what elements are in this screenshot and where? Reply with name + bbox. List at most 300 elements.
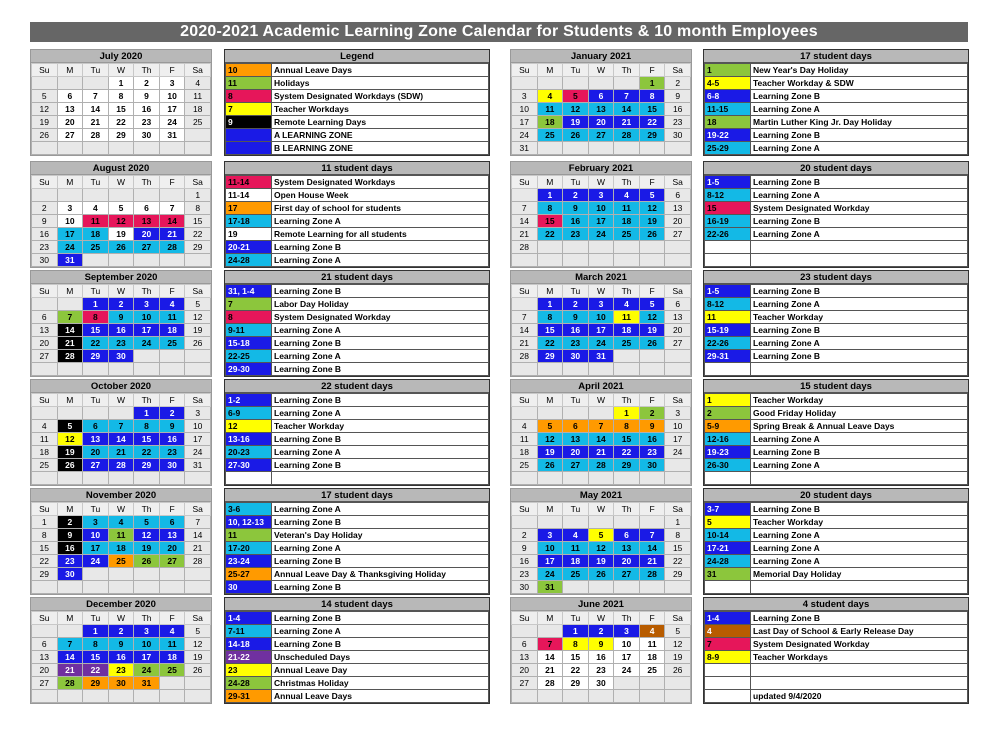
day-cell: 26: [57, 459, 83, 472]
day-cell: [134, 363, 160, 376]
day-cell: [537, 142, 563, 155]
day-cell: 19: [588, 555, 614, 568]
month-calendar-june-2021: [510, 597, 692, 704]
legend-dates: 17-20: [226, 542, 272, 555]
month-calendar-april-2021: [510, 379, 692, 486]
day-cell: [588, 241, 614, 254]
day-cell: [32, 581, 58, 594]
day-cell: 1: [537, 298, 563, 311]
day-cell: [563, 77, 589, 90]
legend-dates: 14-18: [226, 638, 272, 651]
day-cell: 6: [134, 202, 160, 215]
legend-dates: 22-26: [705, 228, 751, 241]
day-cell: [563, 472, 589, 485]
month-legend: [703, 161, 969, 268]
day-cell: 5: [639, 298, 665, 311]
legend-description: [272, 472, 489, 485]
legend-dates: 11-15: [705, 103, 751, 116]
day-cell: 15: [537, 215, 563, 228]
weekday-header: Su: [512, 503, 538, 516]
day-cell: [108, 690, 134, 703]
legend-dates: 9-11: [226, 324, 272, 337]
weekday-header: Th: [134, 285, 160, 298]
day-cell: [185, 690, 211, 703]
day-cell: [512, 516, 538, 529]
legend-description: Learning Zone A: [272, 542, 489, 555]
day-cell: 28: [108, 459, 134, 472]
legend-description: Learning Zone A: [272, 407, 489, 420]
day-cell: 11: [185, 90, 211, 103]
legend-description: New Year's Day Holiday: [751, 64, 968, 77]
day-cell: [185, 350, 211, 363]
legend-dates: [705, 472, 751, 485]
day-cell: 2: [134, 77, 160, 90]
day-cell: 22: [185, 228, 211, 241]
day-cell: 25: [32, 459, 58, 472]
month-legend: [703, 379, 969, 486]
day-cell: 27: [83, 459, 109, 472]
legend-title: 23 student days: [704, 271, 968, 284]
day-cell: [83, 690, 109, 703]
day-cell: [108, 189, 134, 202]
day-cell: 27: [512, 677, 538, 690]
day-cell: 7: [108, 420, 134, 433]
month-legend: [703, 49, 969, 156]
day-cell: 4: [32, 420, 58, 433]
day-cell: 1: [639, 77, 665, 90]
weekday-header: Tu: [83, 612, 109, 625]
day-cell: 11: [83, 215, 109, 228]
weekday-header: Tu: [563, 176, 589, 189]
day-cell: 29: [639, 129, 665, 142]
day-cell: 30: [159, 459, 185, 472]
day-cell: [159, 363, 185, 376]
day-cell: 6: [588, 90, 614, 103]
legend-title: 15 student days: [704, 380, 968, 393]
day-cell: 15: [83, 651, 109, 664]
day-cell: 12: [639, 311, 665, 324]
day-cell: [665, 363, 691, 376]
day-cell: 23: [32, 241, 58, 254]
day-cell: [83, 142, 109, 155]
day-cell: [665, 254, 691, 267]
month-name: July 2020: [31, 50, 211, 63]
legend-description: Good Friday Holiday: [751, 407, 968, 420]
day-cell: 10: [537, 542, 563, 555]
day-cell: 31: [134, 677, 160, 690]
day-cell: [32, 77, 58, 90]
day-cell: 14: [185, 529, 211, 542]
legend-dates: 11-14: [226, 176, 272, 189]
day-cell: [108, 142, 134, 155]
legend-dates: 22-26: [705, 337, 751, 350]
legend-dates: [226, 129, 272, 142]
day-cell: 23: [588, 664, 614, 677]
day-cell: 10: [159, 90, 185, 103]
legend-description: Learning Zone A: [751, 555, 968, 568]
legend-dates: 24-28: [226, 677, 272, 690]
legend-dates: 8: [226, 311, 272, 324]
weekday-header: F: [159, 612, 185, 625]
legend-dates: 8-12: [705, 298, 751, 311]
day-cell: [159, 254, 185, 267]
day-cell: 16: [639, 433, 665, 446]
legend-description: Labor Day Holiday: [272, 298, 489, 311]
month-legend: [224, 161, 490, 268]
day-cell: [537, 625, 563, 638]
day-cell: [134, 350, 160, 363]
day-cell: [134, 581, 160, 594]
day-cell: [563, 142, 589, 155]
day-cell: [57, 363, 83, 376]
day-cell: 21: [57, 337, 83, 350]
legend-dates: 24-28: [226, 254, 272, 267]
day-cell: 18: [563, 555, 589, 568]
day-cell: [588, 472, 614, 485]
day-cell: 24: [83, 555, 109, 568]
weekday-header: W: [108, 503, 134, 516]
day-cell: 11: [537, 103, 563, 116]
day-cell: 22: [537, 228, 563, 241]
day-cell: 29: [32, 568, 58, 581]
day-cell: 23: [159, 446, 185, 459]
weekday-header: F: [159, 394, 185, 407]
day-cell: 1: [614, 407, 640, 420]
day-cell: [159, 568, 185, 581]
day-cell: [108, 407, 134, 420]
legend-description: Learning Zone B: [272, 555, 489, 568]
day-cell: [32, 298, 58, 311]
day-cell: [159, 472, 185, 485]
legend-dates: 30: [226, 581, 272, 594]
day-cell: 5: [32, 90, 58, 103]
day-cell: 21: [512, 228, 538, 241]
day-cell: 13: [32, 651, 58, 664]
legend-description: Learning Zone A: [272, 254, 489, 267]
day-cell: 12: [185, 311, 211, 324]
day-cell: 9: [512, 542, 538, 555]
day-cell: [159, 189, 185, 202]
day-cell: 2: [588, 625, 614, 638]
day-cell: 18: [614, 215, 640, 228]
day-cell: [614, 254, 640, 267]
day-cell: [614, 142, 640, 155]
legend-description: Learning Zone A: [272, 625, 489, 638]
weekday-header: F: [159, 503, 185, 516]
day-cell: 28: [537, 677, 563, 690]
legend-description: Learning Zone A: [751, 337, 968, 350]
day-cell: 5: [108, 202, 134, 215]
legend-description: Learning Zone A: [751, 433, 968, 446]
legend-dates: 1-4: [226, 612, 272, 625]
legend-dates: 11: [226, 77, 272, 90]
legend-dates: 23: [226, 664, 272, 677]
day-cell: [159, 690, 185, 703]
legend-title: Legend: [225, 50, 489, 63]
day-cell: 15: [665, 542, 691, 555]
weekday-header: Tu: [83, 394, 109, 407]
legend-description: First day of school for students: [272, 202, 489, 215]
month-calendar-may-2021: [510, 488, 692, 595]
day-cell: 2: [512, 529, 538, 542]
legend-dates: 6-8: [705, 90, 751, 103]
weekday-header: Th: [614, 394, 640, 407]
day-cell: 19: [32, 116, 58, 129]
day-cell: 25: [185, 116, 211, 129]
day-cell: [83, 77, 109, 90]
legend-description: [751, 472, 968, 485]
legend-description: updated 9/4/2020: [751, 690, 968, 703]
day-cell: 29: [134, 459, 160, 472]
day-cell: 9: [57, 529, 83, 542]
day-cell: 9: [32, 215, 58, 228]
weekday-header: F: [639, 285, 665, 298]
day-cell: [665, 472, 691, 485]
month-legend: [703, 597, 969, 704]
day-cell: 21: [614, 116, 640, 129]
weekday-header: W: [108, 64, 134, 77]
legend-dates: 8-12: [705, 189, 751, 202]
legend-description: Learning Zone B: [272, 612, 489, 625]
day-cell: 24: [614, 664, 640, 677]
day-cell: 1: [665, 516, 691, 529]
day-cell: 12: [108, 215, 134, 228]
weekday-header: Tu: [563, 612, 589, 625]
day-cell: 6: [83, 420, 109, 433]
legend-description: Learning Zone B: [272, 516, 489, 529]
day-cell: 26: [665, 664, 691, 677]
day-cell: 29: [108, 129, 134, 142]
legend-description: Learning Zone B: [272, 638, 489, 651]
day-cell: 4: [614, 298, 640, 311]
day-cell: 14: [57, 651, 83, 664]
day-cell: [57, 690, 83, 703]
day-cell: 28: [614, 129, 640, 142]
day-cell: 25: [512, 459, 538, 472]
day-cell: [108, 568, 134, 581]
day-cell: 28: [57, 350, 83, 363]
day-cell: 10: [665, 420, 691, 433]
month-legend: [224, 379, 490, 486]
day-cell: 15: [614, 433, 640, 446]
month-calendar-december-2020: [30, 597, 212, 704]
legend-description: Learning Zone A: [751, 459, 968, 472]
day-cell: [665, 241, 691, 254]
day-cell: 13: [588, 103, 614, 116]
day-cell: 30: [134, 129, 160, 142]
legend-dates: 19-23: [705, 446, 751, 459]
day-cell: 20: [32, 664, 58, 677]
day-cell: [588, 581, 614, 594]
legend-description: [751, 581, 968, 594]
legend-dates: [705, 241, 751, 254]
day-cell: 29: [614, 459, 640, 472]
day-cell: 7: [614, 90, 640, 103]
day-cell: 31: [185, 459, 211, 472]
day-cell: [563, 407, 589, 420]
legend-dates: 7: [226, 103, 272, 116]
weekday-header: F: [639, 64, 665, 77]
month-name: September 2020: [31, 271, 211, 284]
weekday-header: Tu: [83, 176, 109, 189]
legend-description: Learning Zone A: [272, 503, 489, 516]
day-cell: [614, 241, 640, 254]
day-cell: 16: [108, 324, 134, 337]
day-cell: 11: [159, 311, 185, 324]
day-cell: [665, 690, 691, 703]
weekday-header: F: [639, 394, 665, 407]
day-cell: 17: [537, 555, 563, 568]
weekday-header: Tu: [83, 64, 109, 77]
day-cell: 24: [57, 241, 83, 254]
day-cell: 19: [108, 228, 134, 241]
calendar-title: 2020-2021 Academic Learning Zone Calendar for Students & 10 month Employees: [30, 22, 968, 42]
weekday-header: M: [57, 503, 83, 516]
day-cell: 5: [563, 90, 589, 103]
day-cell: 1: [83, 625, 109, 638]
day-cell: 8: [83, 638, 109, 651]
legend-description: Teacher Workday: [751, 516, 968, 529]
weekday-header: Sa: [185, 285, 211, 298]
day-cell: 22: [537, 337, 563, 350]
day-cell: 19: [57, 446, 83, 459]
legend-description: System Designated Workday: [272, 311, 489, 324]
day-cell: [614, 77, 640, 90]
legend-description: Learning Zone A: [272, 324, 489, 337]
weekday-header: Tu: [563, 503, 589, 516]
day-cell: [108, 581, 134, 594]
legend-description: Annual Leave Day: [272, 664, 489, 677]
legend-dates: 1-4: [705, 612, 751, 625]
day-cell: 23: [665, 116, 691, 129]
day-cell: 4: [614, 189, 640, 202]
month-legend: [224, 270, 490, 377]
day-cell: 12: [639, 202, 665, 215]
legend-description: Learning Zone A: [751, 228, 968, 241]
day-cell: 30: [588, 677, 614, 690]
weekday-header: Sa: [185, 394, 211, 407]
weekday-header: Su: [32, 503, 58, 516]
day-cell: 19: [639, 324, 665, 337]
month-name: May 2021: [511, 489, 691, 502]
day-cell: 27: [665, 228, 691, 241]
day-cell: [32, 363, 58, 376]
legend-description: Learning Zone A: [751, 103, 968, 116]
day-cell: 4: [563, 529, 589, 542]
day-cell: 10: [83, 529, 109, 542]
day-cell: 28: [57, 677, 83, 690]
day-cell: [83, 363, 109, 376]
weekday-header: M: [57, 612, 83, 625]
day-cell: [665, 581, 691, 594]
legend-dates: [705, 581, 751, 594]
legend-description: Learning Zone B: [751, 350, 968, 363]
day-cell: [134, 189, 160, 202]
legend-description: Learning Zone B: [751, 285, 968, 298]
day-cell: 24: [134, 664, 160, 677]
day-cell: 18: [159, 651, 185, 664]
weekday-header: Su: [512, 176, 538, 189]
day-cell: 16: [563, 324, 589, 337]
day-cell: 31: [159, 129, 185, 142]
day-cell: 14: [614, 103, 640, 116]
day-cell: [159, 142, 185, 155]
day-cell: 31: [512, 142, 538, 155]
weekday-header: Su: [32, 64, 58, 77]
day-cell: 31: [537, 581, 563, 594]
legend-description: Learning Zone A: [751, 189, 968, 202]
day-cell: 29: [83, 677, 109, 690]
day-cell: [57, 407, 83, 420]
day-cell: 17: [665, 433, 691, 446]
legend-description: Remote Learning Days: [272, 116, 489, 129]
legend-description: Learning Zone A: [272, 446, 489, 459]
day-cell: 23: [512, 568, 538, 581]
day-cell: [537, 77, 563, 90]
day-cell: 22: [108, 116, 134, 129]
day-cell: 14: [108, 433, 134, 446]
day-cell: 6: [159, 516, 185, 529]
day-cell: 18: [185, 103, 211, 116]
day-cell: [588, 142, 614, 155]
day-cell: [83, 581, 109, 594]
day-cell: 7: [57, 311, 83, 324]
legend-description: Teacher Workday: [272, 420, 489, 433]
legend-description: Teacher Workdays: [751, 651, 968, 664]
legend-dates: 7-11: [226, 625, 272, 638]
day-cell: 13: [32, 324, 58, 337]
day-cell: 6: [57, 90, 83, 103]
legend-title: 17 student days: [704, 50, 968, 63]
month-name: November 2020: [31, 489, 211, 502]
day-cell: 24: [185, 446, 211, 459]
day-cell: 13: [665, 311, 691, 324]
day-cell: 21: [588, 446, 614, 459]
legend-description: Learning Zone B: [272, 433, 489, 446]
day-cell: [563, 690, 589, 703]
day-cell: 4: [159, 298, 185, 311]
legend-description: Memorial Day Holiday: [751, 568, 968, 581]
day-cell: [512, 363, 538, 376]
day-cell: [639, 350, 665, 363]
day-cell: [639, 142, 665, 155]
day-cell: 30: [57, 568, 83, 581]
day-cell: [185, 472, 211, 485]
day-cell: 17: [134, 324, 160, 337]
day-cell: 26: [537, 459, 563, 472]
day-cell: [83, 472, 109, 485]
legend-description: Learning Zone B: [751, 503, 968, 516]
weekday-header: Sa: [665, 285, 691, 298]
weekday-header: Tu: [563, 64, 589, 77]
legend-description: B LEARNING ZONE: [272, 142, 489, 155]
legend-description: Learning Zone B: [272, 285, 489, 298]
day-cell: [83, 568, 109, 581]
legend-description: Veteran's Day Holiday: [272, 529, 489, 542]
day-cell: [639, 241, 665, 254]
legend-description: Holidays: [272, 77, 489, 90]
day-cell: 12: [563, 103, 589, 116]
day-cell: 1: [537, 189, 563, 202]
legend-description: [751, 363, 968, 376]
day-cell: [185, 568, 211, 581]
weekday-header: Th: [134, 503, 160, 516]
day-cell: 10: [614, 638, 640, 651]
weekday-header: M: [537, 612, 563, 625]
legend-dates: 4: [705, 625, 751, 638]
legend-dates: 3-7: [705, 503, 751, 516]
day-cell: 25: [537, 129, 563, 142]
